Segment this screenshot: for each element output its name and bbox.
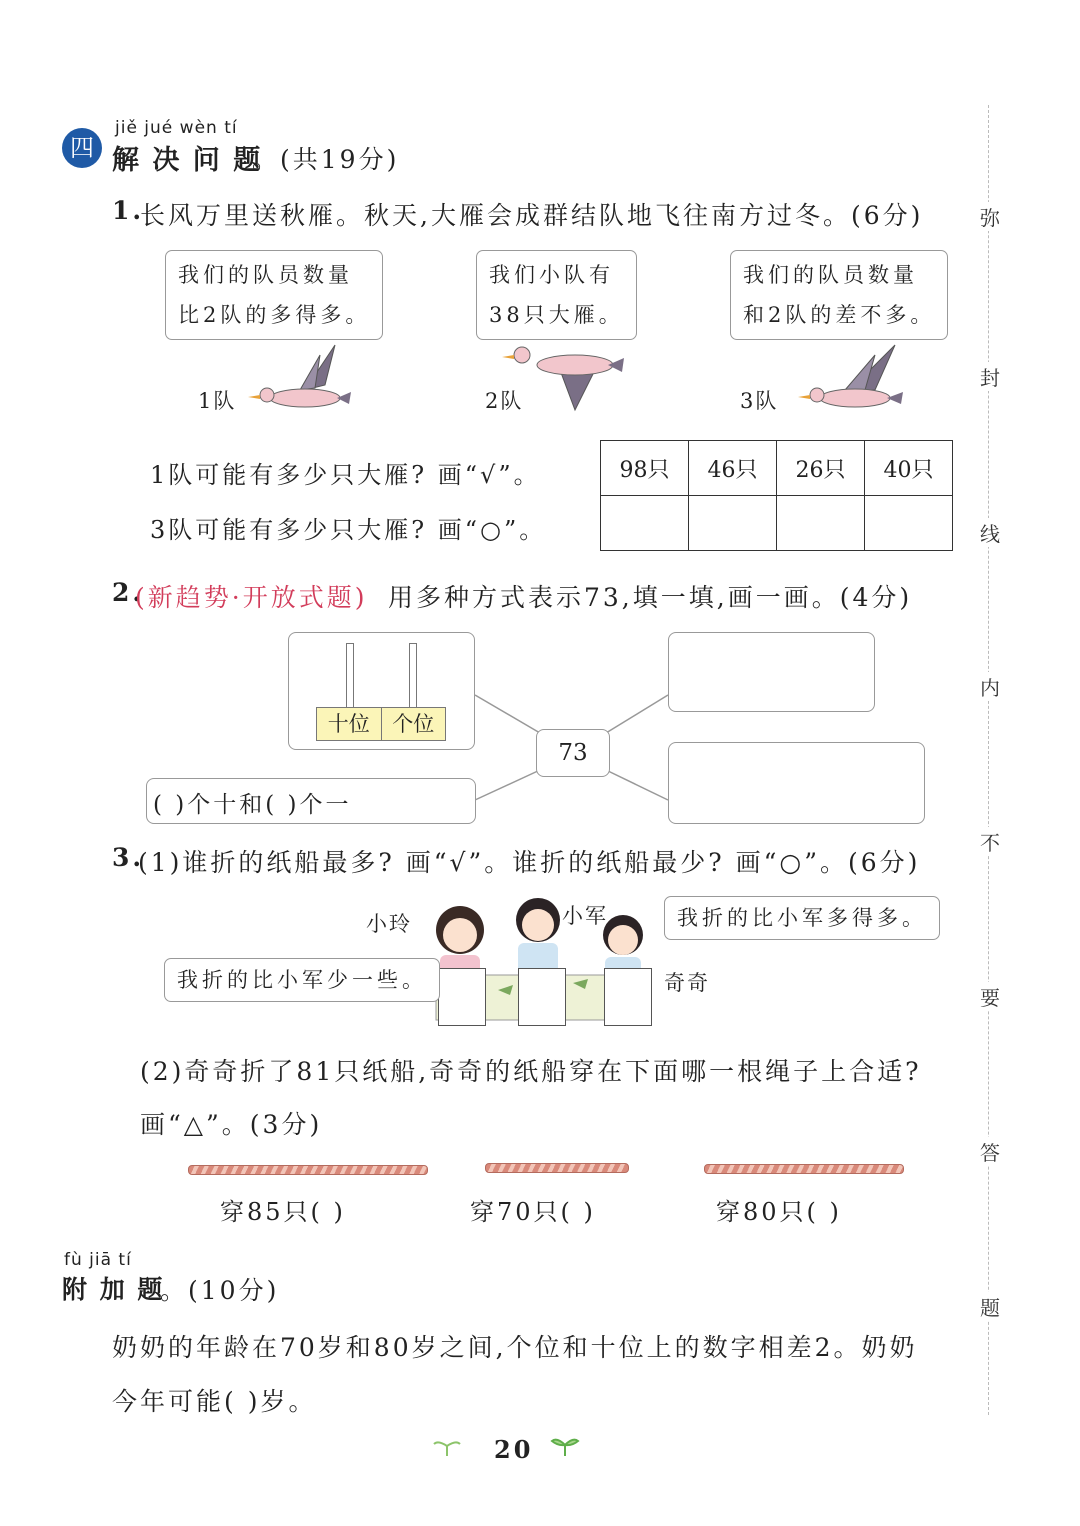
- rope-label-80: 穿80只( ): [716, 1198, 842, 1226]
- bubble-line: 和2队的差不多。: [743, 303, 936, 327]
- rope-80: [704, 1164, 904, 1174]
- answer-box-xiaojun[interactable]: [518, 968, 566, 1026]
- section-score: 。(共19分): [252, 145, 400, 174]
- option-cell: 98只: [601, 441, 689, 496]
- bubble-line: 我们的队员数量: [743, 263, 918, 287]
- rope-label-70: 穿70只( ): [470, 1198, 596, 1226]
- place-value-base: [316, 707, 446, 741]
- rope-70: [485, 1163, 629, 1173]
- option-cell: 46只: [689, 441, 777, 496]
- tens-rod: [346, 643, 354, 712]
- binding-char: 题: [980, 1292, 1000, 1321]
- bubble-line: 比2队的多得多。: [178, 303, 371, 327]
- binding-char: 弥: [980, 202, 1000, 231]
- binding-line: [988, 105, 989, 1415]
- section-pinyin: jiě jué wèn tí: [115, 118, 238, 138]
- q1-ask-team3: 3队可能有多少只大雁? 画“○”。: [150, 516, 547, 544]
- q3-part2-line2: 画“△”。(3分): [140, 1110, 323, 1139]
- binding-char: 答: [980, 1137, 1000, 1166]
- team-label: 2队: [485, 389, 524, 413]
- q2-tag: (新趋势·开放式题): [135, 583, 368, 612]
- draw-box-bottom[interactable]: [668, 742, 925, 824]
- speech-bubble-qiqi: 我折的比小军多得多。: [664, 896, 940, 940]
- speech-bubble-xiaoling: 我折的比小军少一些。: [164, 958, 440, 1002]
- q3-part2-line1: (2)奇奇折了81只纸船,奇奇的纸船穿在下面哪一根绳子上合适?: [140, 1057, 922, 1086]
- answer-box-qiqi[interactable]: [604, 968, 652, 1026]
- q3-part1: (1)谁折的纸船最多? 画“√”。谁折的纸船最少? 画“○”。(6分): [138, 848, 921, 877]
- q1-text: 长风万里送秋雁。秋天,大雁会成群结队地飞往南方过冬。(6分): [140, 201, 924, 230]
- abacus-box: [288, 632, 475, 750]
- team-label: 3队: [740, 389, 779, 413]
- option-cell: 40只: [865, 441, 953, 496]
- q2-text: 用多种方式表示73,填一填,画一画。(4分): [388, 583, 913, 612]
- option-cell: 26只: [777, 441, 865, 496]
- rope-label-85: 穿85只( ): [220, 1198, 346, 1226]
- extra-title: 附 加 题: [62, 1275, 165, 1304]
- ones-rod: [409, 643, 417, 712]
- extra-pinyin: fù jiā tí: [64, 1250, 132, 1270]
- extra-line2: 今年可能( )岁。: [112, 1387, 317, 1416]
- rope-85: [188, 1165, 428, 1175]
- page-number: 20: [494, 1435, 534, 1464]
- extra-score: 。(10分): [160, 1276, 280, 1305]
- tens-ones-fill: ( )个十和( )个一: [153, 792, 352, 818]
- tens-label: 十位: [317, 708, 382, 740]
- name-xiaojun: 小军: [562, 904, 608, 928]
- bubble-line: 我们的队员数量: [178, 263, 353, 287]
- q2-number: 2.: [112, 578, 145, 607]
- binding-char: 线: [980, 518, 1000, 547]
- sprout-icon: [550, 1436, 580, 1458]
- sprout-icon: [432, 1438, 462, 1458]
- section-title: 解 决 问 题: [112, 145, 263, 176]
- binding-char: 不: [980, 827, 1000, 856]
- team-label: 1队: [198, 389, 237, 413]
- answer-box-xiaoling[interactable]: [438, 968, 486, 1026]
- binding-char: 封: [980, 362, 1000, 391]
- ones-label: 个位: [392, 712, 435, 736]
- center-number: 73: [536, 729, 610, 777]
- extra-line1: 奶奶的年龄在70岁和80岁之间,个位和十位上的数字相差2。奶奶: [112, 1333, 918, 1362]
- binding-char: 要: [980, 982, 1000, 1011]
- draw-box-top[interactable]: [668, 632, 875, 712]
- section-badge: 四: [62, 128, 102, 168]
- bubble-line: 38只大雁。: [489, 303, 624, 327]
- fill-box: [146, 778, 476, 824]
- q3-number: 3.: [112, 843, 145, 872]
- name-qiqi: 奇奇: [664, 971, 710, 995]
- bubble-line: 我们小队有: [489, 263, 614, 287]
- q1-ask-team1: 1队可能有多少只大雁? 画“√”。: [150, 461, 541, 489]
- q1-number: 1.: [112, 196, 145, 225]
- name-xiaoling: 小玲: [366, 912, 412, 936]
- binding-char: 内: [980, 672, 1000, 701]
